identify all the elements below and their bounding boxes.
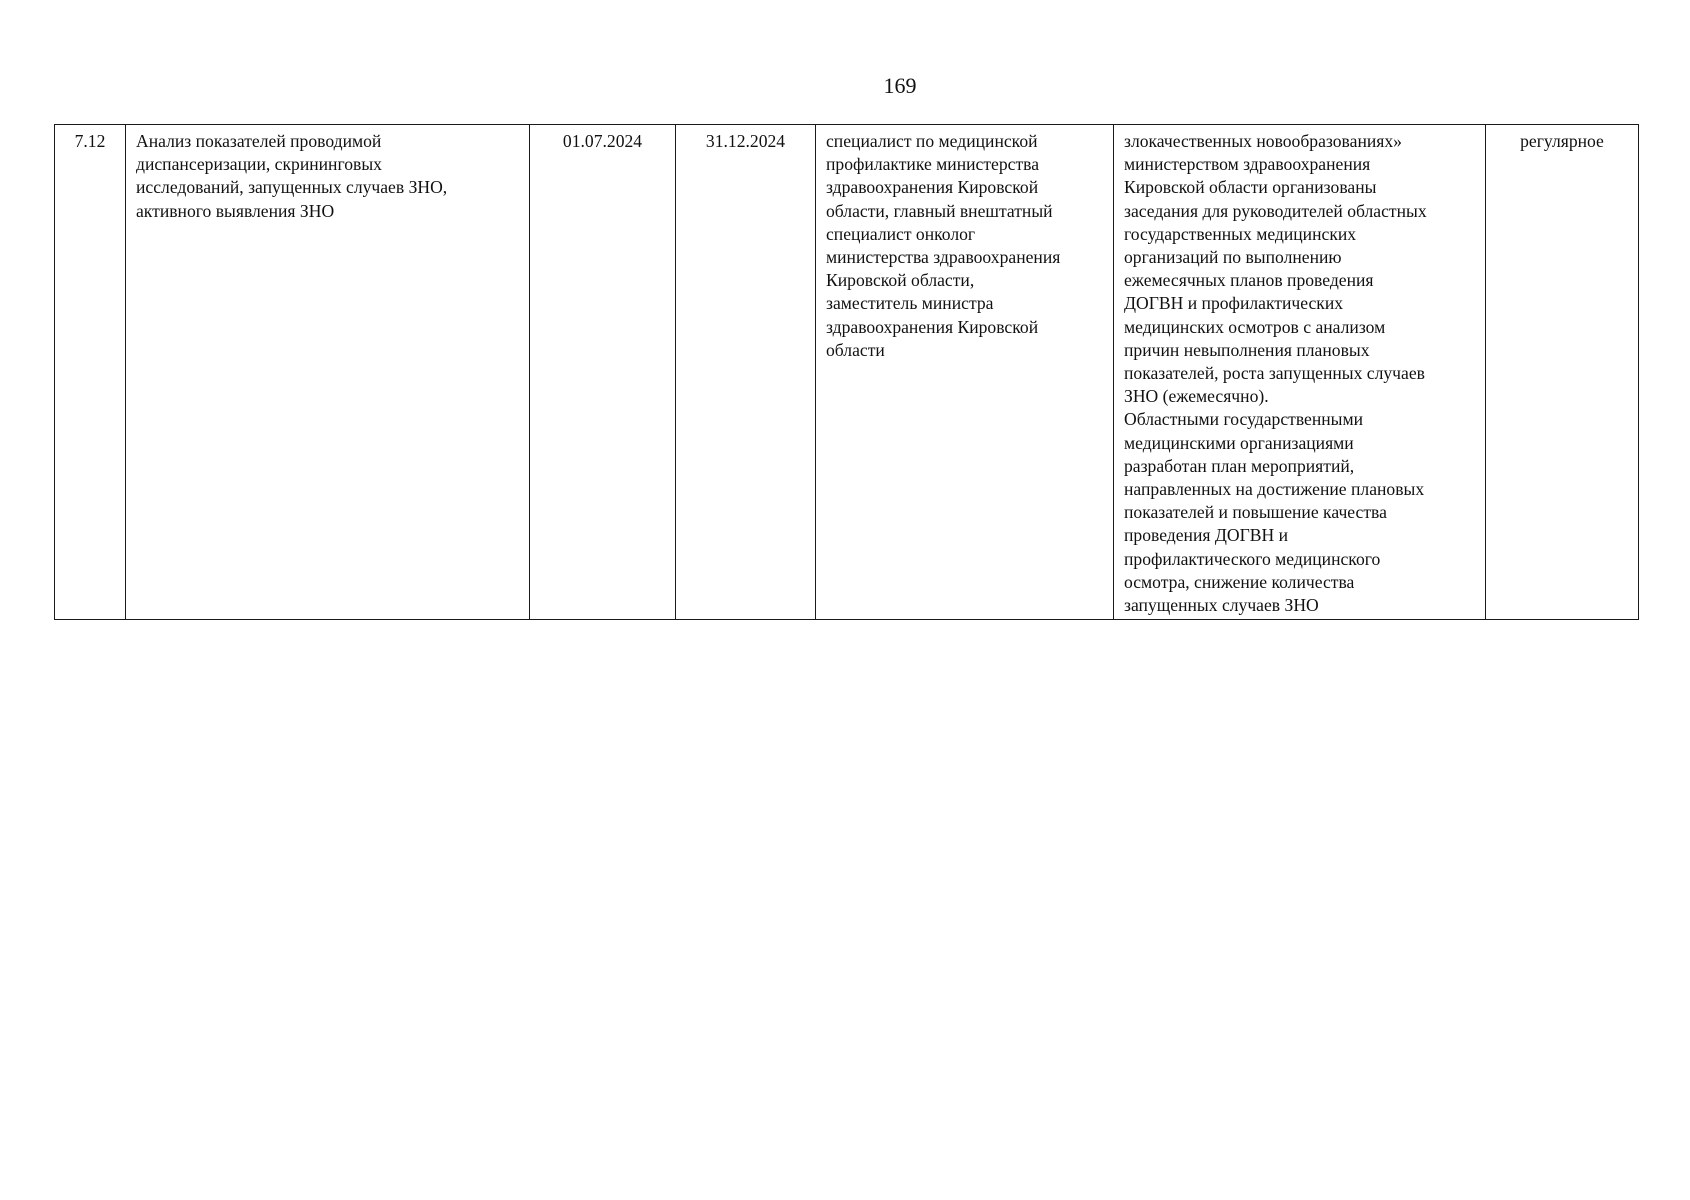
item-number-cell: [55, 125, 126, 620]
responsible-line: специалист по медицинской: [826, 131, 1038, 151]
result-line: направленных на достижение плановых: [1124, 479, 1425, 500]
responsible-line: специалист онколог: [826, 223, 976, 244]
result-line: показателей и повышение качества: [1124, 502, 1387, 523]
responsible-line: министерства здравоохранения: [826, 247, 1061, 268]
responsible-line: области: [826, 339, 885, 360]
result-line: проведения ДОГВН и: [1124, 525, 1289, 546]
result-line: Областными государственными: [1124, 409, 1364, 430]
result-line: причин невыполнения плановых: [1124, 339, 1370, 360]
item-number: 7.12: [74, 131, 106, 151]
end-date-cell: [676, 125, 816, 620]
table-row: [55, 125, 1639, 620]
result-line: осмотра, снижение количества: [1124, 571, 1355, 592]
result-line: злокачественных новообразованиях»: [1124, 131, 1402, 151]
activity-line: Анализ показателей проводимой: [136, 131, 382, 151]
result-line: разработан план мероприятий,: [1124, 455, 1355, 476]
result-line: заседания для руководителей областных: [1124, 200, 1427, 221]
result-line: профилактического медицинского: [1124, 548, 1381, 569]
activity-line: диспансеризации, скрининговых: [136, 154, 382, 175]
activity-line: активного выявления ЗНО: [136, 200, 335, 221]
result-line: медицинскими организациями: [1124, 432, 1354, 453]
responsible-line: здравоохранения Кировской: [826, 177, 1039, 198]
responsible-cell: [816, 125, 1114, 620]
result-cell: [1114, 125, 1486, 620]
activity-cell: [126, 125, 530, 620]
result-line: ДОГВН и профилактических: [1124, 293, 1344, 314]
start-date-cell: [530, 125, 676, 620]
result-line: медицинских осмотров с анализом: [1124, 316, 1386, 337]
responsible-line: здравоохранения Кировской: [826, 316, 1039, 337]
page-number: 169: [883, 73, 917, 98]
responsible-line: заместитель министра: [826, 293, 994, 314]
result-line: ЗНО (ежемесячно).: [1124, 386, 1269, 407]
activity-line: исследований, запущенных случаев ЗНО,: [136, 177, 448, 198]
responsible-line: профилактике министерства: [826, 154, 1040, 175]
responsible-line: Кировской области,: [826, 270, 975, 291]
result-line: ежемесячных планов проведения: [1124, 270, 1374, 291]
result-line: запущенных случаев ЗНО: [1124, 595, 1319, 616]
plan-table: [54, 124, 1639, 620]
result-line: Кировской области организованы: [1124, 177, 1377, 198]
status-text: регулярное: [1520, 131, 1604, 151]
result-line: организаций по выполнению: [1124, 247, 1342, 268]
end-date: 31.12.2024: [705, 131, 786, 151]
result-line: министерством здравоохранения: [1124, 154, 1371, 175]
result-line: государственных медицинских: [1124, 223, 1357, 244]
result-line: показателей, роста запущенных случаев: [1124, 363, 1425, 384]
start-date: 01.07.2024: [562, 131, 643, 151]
status-cell: [1486, 125, 1639, 620]
responsible-line: области, главный внештатный: [826, 200, 1053, 221]
